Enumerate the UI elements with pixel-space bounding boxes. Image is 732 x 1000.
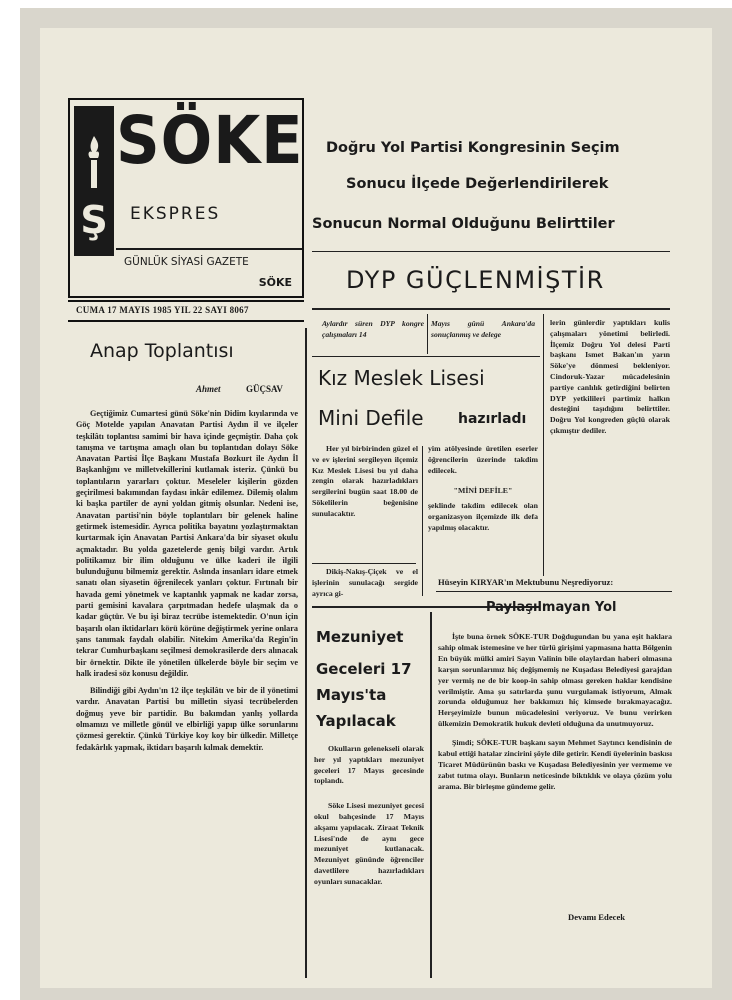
anap-author-last: GÜÇSAV xyxy=(246,384,283,394)
anap-paragraph-1: Geçtiğimiz Cumartesi günü Söke'nin Didim kıyılarında ve Göç Motelde yapılan Anavatan Partisi Aydın il ve ilçeler teşkilâtı toplantısı samimi bir hava içinde geçmiştir. Daha çok tanışma ve tartışma amaçlı olan bu toplantıdan dolayı Söke Anavatan Partisi İlçe Başkanı Mustafa Bozkurt ile Aydın İl Başkanlığını ve milletvekillerini kutlamak isteriz. Çünkü bu toplantıların yararları çoktur. Meseleler kişilerin gözden geçirilmesi bakımından faydası inkâr edilemez. Dilemiş olalım ki başka partiler de ayni yoldan gitmiş olsunlar. Nedeni ise, Anavatan partisi'nin böyle toplantıları bir gelenek haline getirmek istemesidir. Ayrıca politika bayatını yozlaştırmaktan kurtarmak için Anavatan Partisi Ankara'da bir siyaset okulu açmaktadır. Bu yolda gazetelerde geniş bilgi vardır. Artık politikamız bir ilim olduğunu ve ülke kaderi ile ilgili bulunduğunu bilmemiz gerektir. Aslında insanları idare etmek sanatı olan siyasetin öğrenilecek yanları çoktur. Fırtınalı bir havada gemi yönetmek ve kaptanlık yapmak ne kadar zorsa, parti gemisini kavalara çarpıtmadan hedefe ulaşmak da o kadar güçtür. Ve bu işi biraz tecrübe istemektedir. O'nun için başarılı olan iktidarları körü körüne değiştirmek yerine onlara şans tanımak faydalı olabilir. Nitekim Amerika'da Regin'in tekrar Cumhurbaşkanı seçilmesi demokrasilerde ders alınacak bir örnektir. Dikte ile yönetilen ülkelerde böyle bir seçim ve halk iradesi söz konusu değildir. xyxy=(76,409,298,678)
kiz-col-a2-text: Dikiş-Nakış-Çiçek ve el işlerinin sunulacağı sergide ayrıca gi- xyxy=(312,567,418,598)
kiz-col-a xyxy=(312,444,418,520)
lead-headline-line-2: Sonucu İlçede Değerlendirilerek xyxy=(346,176,609,192)
kiz-headline-line-2b: hazırladı xyxy=(458,411,527,427)
column-rule-right xyxy=(543,314,544,576)
kiz-col-a-text: Her yıl birbirinden güzel el ve ev işlerini sergileyen ilçemiz Kız Meslek Lisesi bu yıl daha zengin olarak hazırladıkları sergilerini bugün saat 18.00 de Sökelilerin beğenisine sunulacaktır. xyxy=(312,444,418,518)
masthead-city: SÖKE xyxy=(258,276,292,289)
masthead-title: SÖKE xyxy=(116,102,304,179)
dateline: CUMA 17 MAYIS 1985 YIL 22 SAYI 8067 xyxy=(76,305,249,315)
mektup-paragraph-2: Şimdi; SÖKE-TUR başkanı sayın Mehmet Saytıncı kendisinin de kabul ettiği hatalar zincirini şöyle dile getirir. Kendi üyelerinin baskısı Ticaret Müdürünün baskı ve Kuşadası Belediyesinin yer vermeme ve zabıt tutma olayı. Bunların neticesinde biktıklık ve olaya çözüm yolu arama. Bir birleşme gündeme gelir. xyxy=(438,738,672,791)
masthead-tagline: GÜNLÜK SİYASİ GAZETE xyxy=(124,256,249,268)
kiz-col-b xyxy=(428,444,538,534)
mezun-paragraph-2: Söke Lisesi mezuniyet gecesi okul bahçesinde 17 Mayıs akşamı yapılacak. Ziraat Teknik Lisesi'nde de aynı gece mezuniyet kutlanacak. Mezuniyet gününde öğrenciler davetlilere hazırladıkları oyunları sunacaklar. xyxy=(314,801,424,886)
mektup-paragraph-1: İşte buna örnek SÖKE-TUR Doğdugundan bu yana eşit haklara sahip olmak istemesine ve her türlü girişimi yapmasına hatta Bölgenin En büyük mülki amiri Sayın Valinin bile olaylardan haberi olmasına karşın sorunlarımız hiç değişmemiş ne Kuşadası Belediyesi garajdan yer vermiş ne de bir koop-in sahip olması gereken haklar kendisine verilmiştir. Ama şu satırlarda şunu vurgulamak istiyorum, Almak zorunda olduğumuz her bakkımızı hiç kimsede bırakmayacağız. Herşeyimizle bunun mücadelesini veriyoruz. Ve bunu verirken ülkemizin Demokratik hukuk devleti olduğuna da unutmuyoruz. xyxy=(438,632,672,729)
lead-headline-rule xyxy=(312,251,670,252)
mektup-kicker: Hüseyin KIRYAR'ın Mektubunu Neşrediyoruz: xyxy=(438,577,614,587)
newspaper-page xyxy=(40,28,712,988)
lead-banner: DYP GÜÇLENMİŞTİR xyxy=(346,266,605,294)
torch-icon xyxy=(84,134,104,190)
kiz-headline-line-2a: Mini Defile xyxy=(318,406,424,430)
kiz-col-b-text: yim atölyesinde üretilen eserler öğrencilerin üzerinde takdim edilecek. xyxy=(428,444,538,475)
kiz-headline-line-1: Kız Meslek Lisesi xyxy=(318,366,485,390)
lead-text-col-1: Aylardır süren DYP kongre çalışmaları 14 xyxy=(322,319,424,339)
mektup-body xyxy=(438,632,672,793)
lead-text-col-2: Mayıs günü Ankara'da sonuçlanmış ve delege xyxy=(431,319,535,339)
right-column-text: lerin günlerdir yaptıkları kulis çalışmaları yönetimi belirledi. İlçemiz Doğru Yol delesi Parti başkanı Ismet Bakan'ın yarın Söke'ye dönmesi bekleniyor. Cindoruk-Yazar mücadelesinin partiye canlılık getirdiğini belirten DYP yetkilileri partimiz halkın desteğini taşıdığını belirttiler. Doğru Yol kongreden güçlü olarak çıkmıştır dediler. xyxy=(550,318,670,435)
masthead-initial: Ş xyxy=(80,198,108,242)
masthead xyxy=(68,98,304,298)
kiz-col-divider xyxy=(422,446,423,596)
lead-headline-line-1: Doğru Yol Partisi Kongresinin Seçim xyxy=(326,140,620,156)
masthead-subtitle: EKSPRES xyxy=(130,204,221,224)
kiz-col-b-quote: "MİNİ DEFİLE" xyxy=(453,486,513,496)
mektup-signoff: Devamı Edecek xyxy=(568,912,626,922)
lead-headline-line-3: Sonucun Normal Olduğunu Belirttiler xyxy=(312,216,615,232)
mezun-headline-line-1: Mezuniyet xyxy=(316,628,404,646)
mezun-paragraph-1: Okulların gelenekseli olarak her yıl yaptıkları mezuniyet geceleri 17 Mayıs gecesinde toplandı. xyxy=(314,744,424,786)
mezun-body xyxy=(314,744,424,888)
lead-banner-rule xyxy=(312,308,670,310)
mezun-headline-line-2: Geceleri 17 xyxy=(316,660,412,678)
mektup-headline: Paylaşılmayan Yol xyxy=(486,600,617,615)
anap-body xyxy=(76,408,298,753)
kiz-col-b-text-2: şeklinde takdim edilecek olan organizasyon ilçemizde ilk defa yapılmış olacaktır. xyxy=(428,501,538,532)
dateline-rule-top xyxy=(68,300,304,302)
column-rule-left xyxy=(305,328,307,978)
mezun-mektup-divider xyxy=(430,612,432,978)
kiz-col-a2 xyxy=(312,567,418,599)
anap-paragraph-2: Bilindiği gibi Aydın'ın 12 ilçe teşkilâtı ve bir de il yönetimi vardır. Anavatan Partisi bu milletin siyasi tecrübelerden doğmuş yeve bir partidir. Bu bakımdan yanlış yollarda olmamızı ve milletle gönül ve elbirliği yapıp ülke sorunlarını çözmesi gerektir. Çünkü Türkiye koy koy bir ülkedir. Milletçe fedakârlık yapmak, iktidarı başarılı kılmak demektir. xyxy=(76,686,298,752)
kiz-col-a-rule xyxy=(312,563,416,564)
lead-bottom-rule xyxy=(312,356,540,357)
dateline-rule-bottom xyxy=(68,320,304,322)
anap-author-first: Ahmet xyxy=(196,384,221,394)
anap-headline: Anap Toplantısı xyxy=(90,340,234,362)
mezun-headline-line-4: Yapılacak xyxy=(316,712,396,730)
mezun-headline-line-3: Mayıs'ta xyxy=(316,686,387,704)
masthead-divider xyxy=(116,248,302,250)
mektup-kicker-rule xyxy=(436,591,672,592)
lead-col-divider-1 xyxy=(427,314,428,354)
